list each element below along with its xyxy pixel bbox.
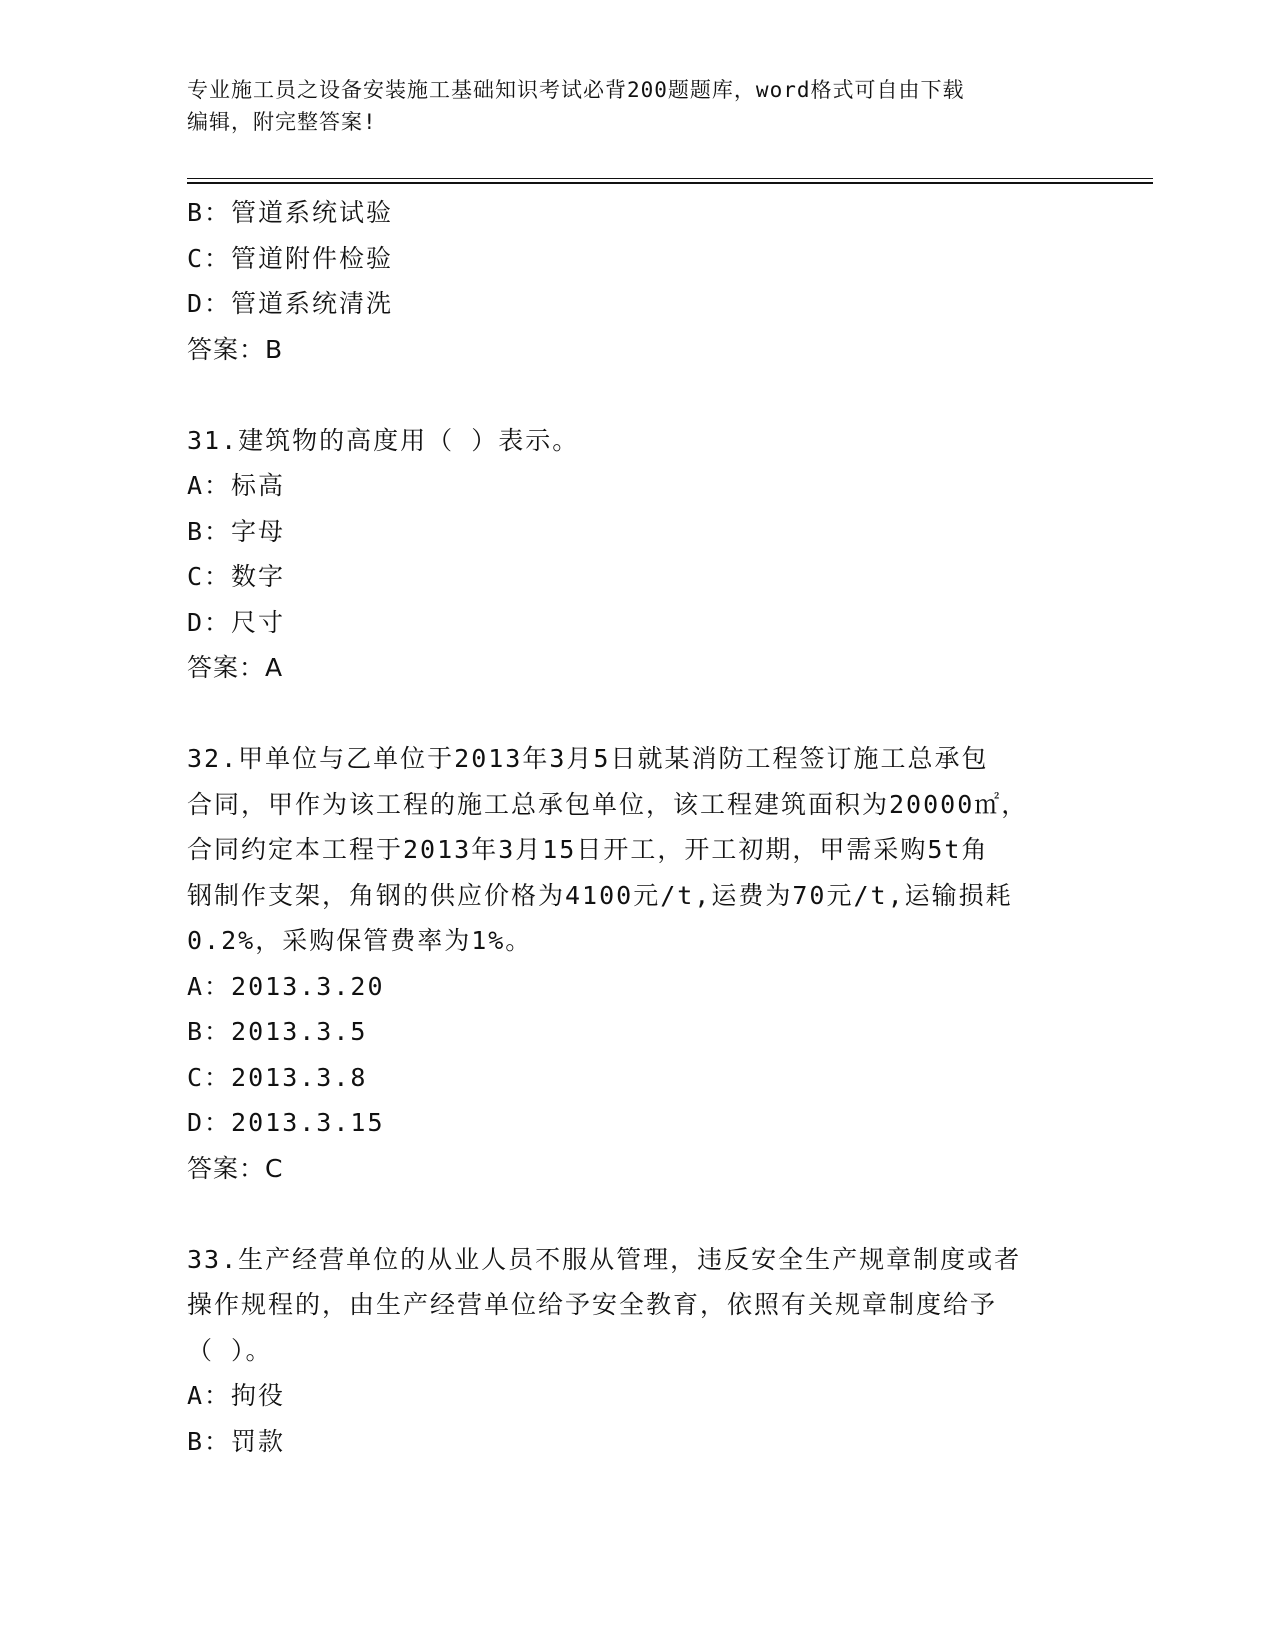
- question-line: 33.生产经营单位的从业人员不服从管理，违反安全生产规章制度或者: [187, 1244, 1022, 1274]
- question-line: 0.2%，采购保管费率为1%。: [187, 926, 533, 955]
- header-line-1: 专业施工员之设备安装施工基础知识考试必背200题题库，word格式可自由下载: [187, 78, 965, 102]
- option-c: C：2013.3.8: [187, 1062, 368, 1092]
- answer: 答案：C: [187, 1153, 284, 1183]
- option-a: A：2013.3.20: [187, 971, 385, 1001]
- option-b: B：管道系统试验: [187, 198, 394, 227]
- header-line-2: 编辑，附完整答案!: [187, 110, 377, 134]
- question-line: 操作规程的，由生产经营单位给予安全教育，依照有关规章制度给予: [187, 1290, 998, 1319]
- question-text: [187, 736, 1087, 964]
- question-text: 31.建筑物的高度用（ ）表示。: [187, 425, 580, 455]
- spacer: [187, 372, 1087, 418]
- question-line: 钢制作支架，角钢的供应价格为4100元/t,运费为70元/t,运输损耗: [187, 880, 1013, 910]
- option-a: A：拘役: [187, 1381, 286, 1410]
- spacer: [187, 1191, 1087, 1237]
- answer: 答案：B: [187, 334, 284, 364]
- question-line: 32.甲单位与乙单位于2013年3月5日就某消防工程签订施工总承包: [187, 744, 989, 773]
- option-b: B：罚款: [187, 1426, 286, 1456]
- question-block-31: [187, 418, 1087, 691]
- option-a: A：标高: [187, 471, 286, 500]
- header-rule-thin: [187, 178, 1153, 179]
- answer: 答案：A: [187, 653, 284, 682]
- option-b: B：2013.3.5: [187, 1017, 368, 1046]
- spacer: [187, 691, 1087, 737]
- option-c: C：管道附件检验: [187, 243, 394, 273]
- question-block-prev: [187, 190, 1087, 372]
- option-d: D：尺寸: [187, 607, 286, 637]
- question-block-33: [187, 1237, 1087, 1465]
- option-b: B：字母: [187, 516, 286, 546]
- question-line: 合同约定本工程于2013年3月15日开工，开工初期，甲需采购5t角: [187, 835, 989, 864]
- option-c: C：数字: [187, 562, 286, 591]
- question-list: [187, 190, 1087, 1464]
- question-text: [187, 1237, 1087, 1374]
- question-block-32: [187, 736, 1087, 1191]
- question-line: （ ）。: [187, 1335, 273, 1365]
- document-header: [187, 74, 1067, 138]
- header-rule-thick: [187, 182, 1153, 184]
- option-d: D：管道系统清洗: [187, 289, 394, 318]
- question-line: 合同，甲作为该工程的施工总承包单位，该工程建筑面积为20000㎡，: [187, 789, 1029, 819]
- option-d: D：2013.3.15: [187, 1108, 385, 1137]
